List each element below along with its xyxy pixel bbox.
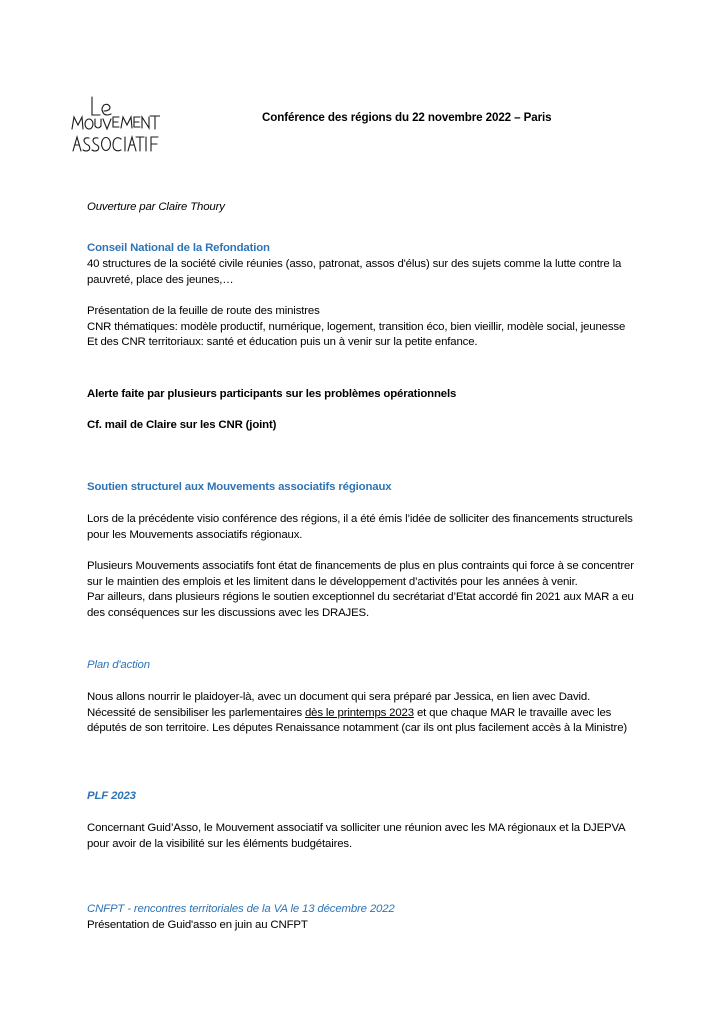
cnr-thematic-line: CNR thématiques: modèle productif, numérique, logement, transition éco, bien vieillir, modèle social, jeunesse [87, 320, 626, 333]
soutien-paragraph-2 [87, 559, 647, 622]
section-heading-cnfpt: CNFPT - rencontres territoriales de la VA le 13 décembre 2022 [87, 903, 395, 915]
section-heading-cnr: Conseil National de la Refondation [87, 242, 270, 254]
soutien-drajes-text: Par ailleurs, dans plusieurs régions le soutien exceptionnel du secrétariat d’Etat accordé fin 2021 aux MAR a eu des conséquences sur les discussions avec les DRAJES. [87, 591, 634, 620]
document-title: Conférence des régions du 22 novembre 2022 – Paris [262, 111, 552, 124]
plan-paragraph [87, 690, 647, 737]
plan-text-before: Nécessité de sensibiliser les parlementaires [87, 706, 305, 719]
section-heading-plf: PLF 2023 [87, 790, 136, 802]
plf-paragraph: Concernant Guid’Asso, le Mouvement associatif va solliciter une réunion avec les MA régionaux et la DJEPVA pour avoir de la visibilité sur les éléments budgétaires. [87, 822, 625, 850]
cnr-paragraph-2 [87, 304, 647, 351]
logo-icon [70, 95, 160, 157]
opening-line: Ouverture par Claire Thoury [87, 201, 225, 213]
cnr-reference: Cf. mail de Claire sur les CNR (joint) [87, 419, 277, 431]
cnr-alert: Alerte faite par plusieurs participants sur les problèmes opérationnels [87, 388, 457, 400]
plan-text-after: et que chaque MAR le travaille avec les députés de son territoire. Les députes Renaissance notamment (car ils ont plus facilement accès à la Ministre) [87, 706, 628, 735]
cnr-roadmap-line: Présentation de la feuille de route des ministres [87, 305, 320, 317]
plan-parliament-text [87, 706, 647, 737]
cnr-territorial-line: Et des CNR territoriaux: santé et éducation puis un à venir sur la petite enfance. [87, 336, 478, 349]
cnfpt-paragraph: Présentation de Guid'asso en juin au CNFPT [87, 919, 308, 931]
plan-advocacy-text: Nous allons nourrir le plaidoyer-là, avec un document qui sera préparé par Jessica, en lien avec David. [87, 691, 591, 703]
soutien-paragraph-1: Lors de la précédente visio conférence des régions, il a été émis l’idée de solliciter des financements structurels pour les Mouvements associatifs régionaux. [87, 513, 633, 541]
cnr-paragraph-1: 40 structures de la société civile réunies (asso, patronat, assos d'élus) sur des sujets comme la lutte contre la pauvreté, place des jeunes,… [87, 258, 622, 286]
plan-deadline-underlined: dès le printemps 2023 [305, 706, 414, 719]
soutien-funding-text: Plusieurs Mouvements associatifs font état de financements de plus en plus contraints qui force à se concentrer sur le maintien des emplois et les limitent dans le développement d’activités pour les années à venir. [87, 560, 634, 588]
le-mouvement-associatif-logo [70, 95, 160, 157]
section-heading-soutien: Soutien structurel aux Mouvements associatifs régionaux [87, 481, 392, 493]
section-heading-plan: Plan d'action [87, 659, 150, 671]
